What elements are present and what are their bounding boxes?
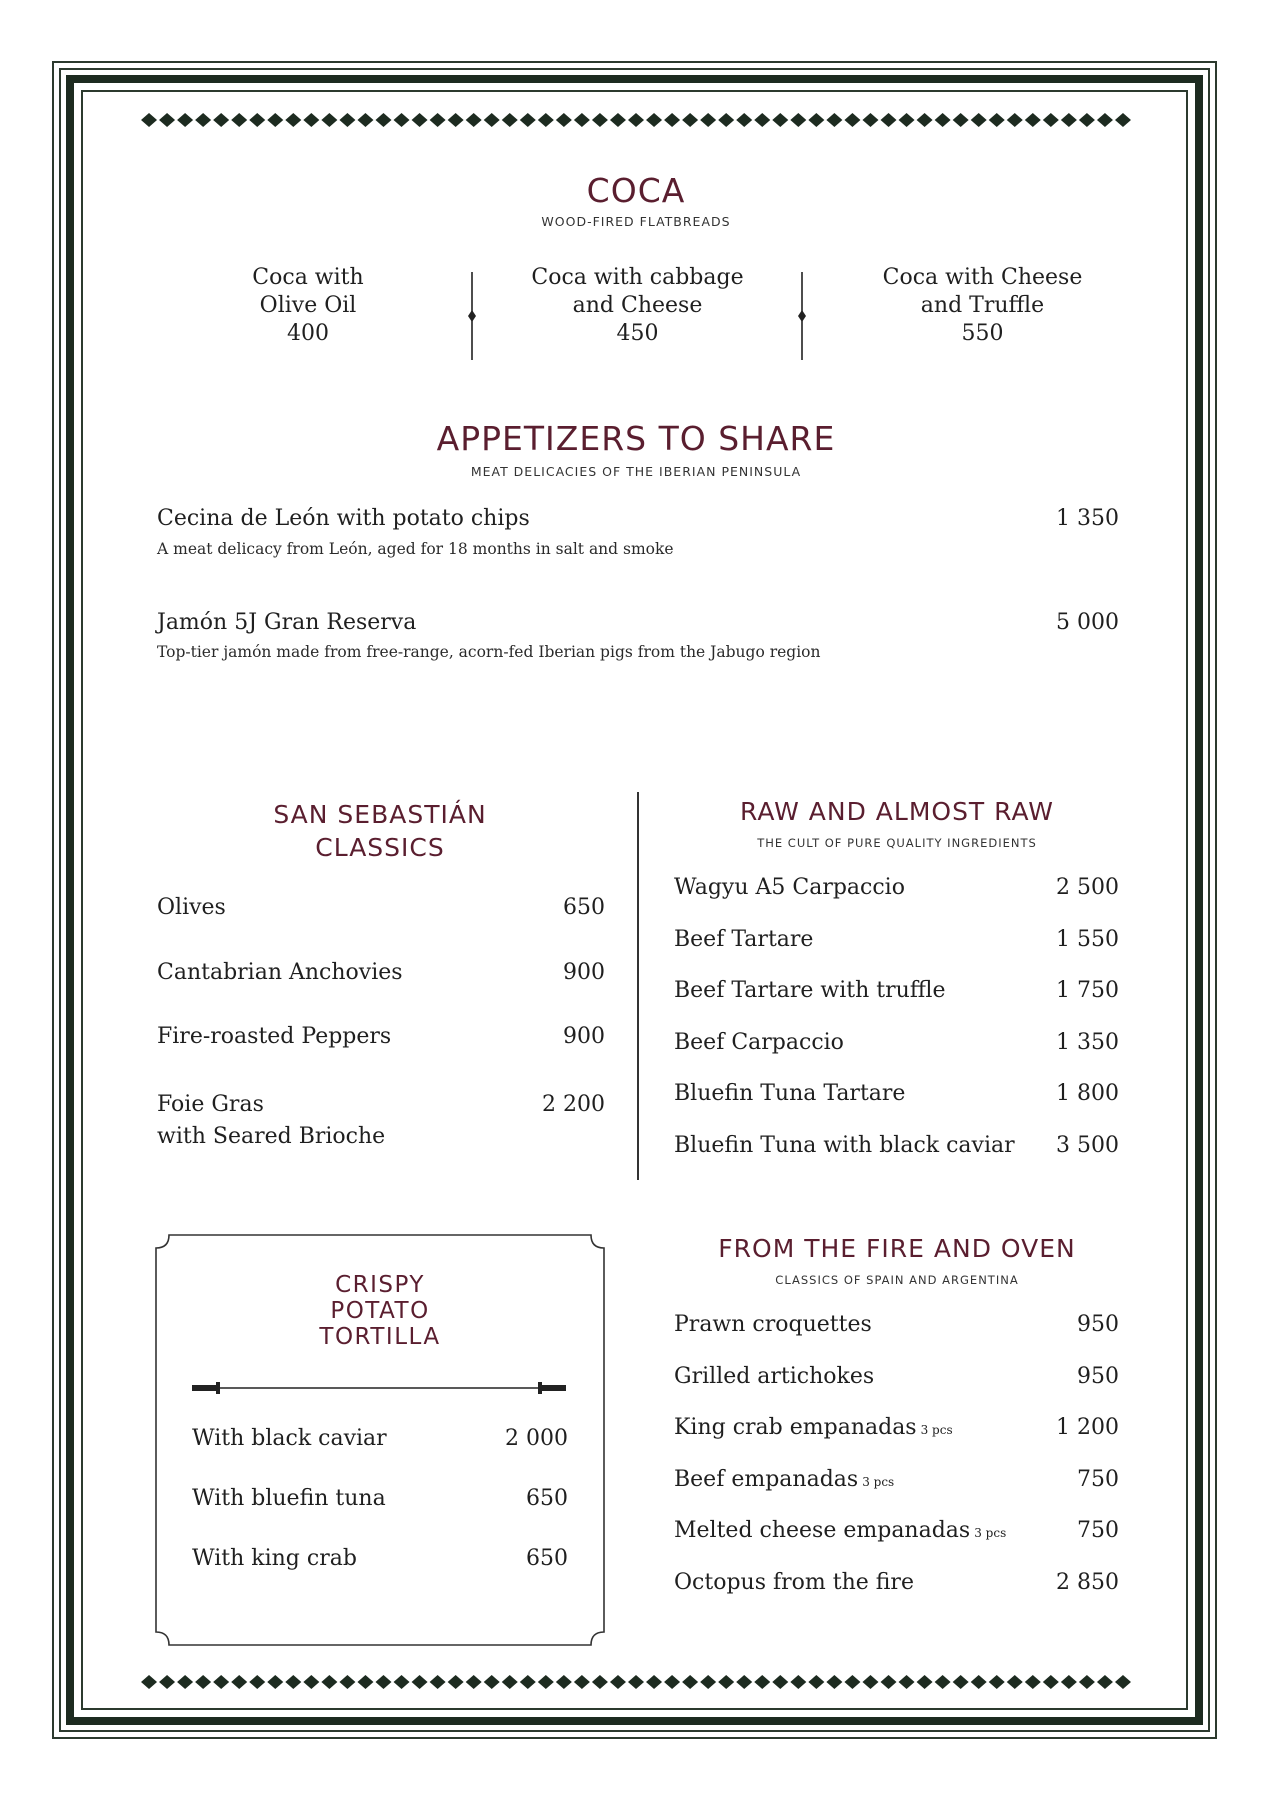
diamond-ornament <box>538 1675 554 1689</box>
item-name: Cecina de León with potato chips <box>157 506 530 531</box>
diamond-ornament <box>610 113 626 127</box>
diamond-ornament <box>646 1675 662 1689</box>
item-price: 2 200 <box>542 1092 605 1117</box>
coca-price: 450 <box>616 321 659 346</box>
item-name: Jamón 5J Gran Reserva <box>157 610 417 635</box>
diamond-ornament <box>754 113 770 127</box>
diamond-ornament <box>159 113 175 127</box>
diamond-ornament <box>339 1675 355 1689</box>
diamond-ornament <box>610 1675 626 1689</box>
diamond-ornament <box>862 113 878 127</box>
diamond-ornament <box>375 1675 391 1689</box>
item-price: 950 <box>1077 1312 1119 1337</box>
diamond-ornament <box>267 113 283 127</box>
item-name: Beef Tartare <box>674 927 814 952</box>
diamond-ornament <box>790 1675 806 1689</box>
diamond-ornament <box>953 113 969 127</box>
item-price: 900 <box>563 960 605 985</box>
diamond-ornament <box>213 1675 229 1689</box>
column-divider <box>637 792 639 1180</box>
diamond-ornament <box>935 113 951 127</box>
diamond-ornament <box>141 113 157 127</box>
item-price: 1 350 <box>1056 1030 1119 1055</box>
menu-item-beef-tartare-truffle <box>674 978 1119 1003</box>
diamond-ornament <box>736 113 752 127</box>
menu-item-wagyu-carpaccio <box>674 875 1119 900</box>
diamond-ornament <box>1079 113 1095 127</box>
diamond-ornament <box>213 113 229 127</box>
diamond-ornament <box>339 113 355 127</box>
raw-title: RAW AND ALMOST RAW <box>740 797 1054 826</box>
item-note: 3 pcs <box>920 1423 953 1437</box>
diamond-ornament <box>1025 113 1041 127</box>
diamond-ornament <box>754 1675 770 1689</box>
item-price: 750 <box>1077 1518 1119 1543</box>
diamond-border-top <box>140 113 1132 127</box>
item-price: 1 800 <box>1056 1081 1119 1106</box>
diamond-ornament <box>664 113 680 127</box>
diamond-ornament <box>394 1675 410 1689</box>
item-name: Fire-roasted Peppers <box>157 1024 392 1049</box>
diamond-ornament <box>1097 113 1113 127</box>
item-description: Top-tier jamón made from free-range, acorn-fed Iberian pigs from the Jabugo region <box>157 643 821 661</box>
item-price: 750 <box>1077 1467 1119 1492</box>
diamond-ornament <box>321 1675 337 1689</box>
item-price: 5 000 <box>1056 610 1119 635</box>
item-price: 2 500 <box>1056 875 1119 900</box>
item-price: 950 <box>1077 1364 1119 1389</box>
item-name: Olives <box>157 895 226 920</box>
diamond-ornament <box>177 113 193 127</box>
item-price: 2 850 <box>1056 1570 1119 1595</box>
diamond-ornament <box>826 113 842 127</box>
coca-item-cheese-truffle: Coca with Cheese and Truffle 550 <box>850 264 1115 348</box>
diamond-ornament <box>736 1675 752 1689</box>
diamond-ornament <box>881 1675 897 1689</box>
diamond-ornament <box>1061 1675 1077 1689</box>
coca-title: COCA <box>586 171 686 210</box>
fire-title: FROM THE FIRE AND OVEN <box>718 1234 1076 1263</box>
diamond-ornament <box>321 113 337 127</box>
coca-item-cabbage-cheese: Coca with cabbage and Cheese 450 <box>505 264 770 348</box>
diamond-ornament <box>1097 1675 1113 1689</box>
diamond-ornament <box>682 113 698 127</box>
diamond-ornament <box>484 113 500 127</box>
tortilla-rule <box>192 1380 566 1396</box>
menu-item-artichokes <box>674 1364 1119 1389</box>
diamond-ornament <box>1007 113 1023 127</box>
item-price: 650 <box>526 1486 568 1511</box>
item-price: 2 000 <box>505 1426 568 1451</box>
diamond-ornament <box>357 1675 373 1689</box>
diamond-ornament <box>141 1675 157 1689</box>
diamond-ornament <box>772 1675 788 1689</box>
san-sebastian-title: SAN SEBASTIÁN CLASSICS <box>273 800 487 862</box>
diamond-ornament <box>448 113 464 127</box>
coca-price: 400 <box>287 321 329 346</box>
diamond-ornament <box>899 113 915 127</box>
diamond-ornament <box>700 1675 716 1689</box>
diamond-ornament <box>917 113 933 127</box>
diamond-ornament <box>394 113 410 127</box>
diamond-ornament <box>267 1675 283 1689</box>
diamond-ornament <box>935 1675 951 1689</box>
diamond-ornament <box>574 113 590 127</box>
diamond-ornament <box>502 113 518 127</box>
diamond-ornament <box>1079 1675 1095 1689</box>
diamond-ornament <box>303 1675 319 1689</box>
item-name: Beef Tartare with truffle <box>674 978 946 1003</box>
item-name: With king crab <box>192 1546 357 1571</box>
diamond-ornament <box>899 1675 915 1689</box>
diamond-ornament <box>844 113 860 127</box>
item-price: 900 <box>563 1024 605 1049</box>
diamond-ornament <box>989 1675 1005 1689</box>
coca-divider <box>467 272 477 360</box>
item-price: 650 <box>526 1546 568 1571</box>
diamond-ornament <box>430 1675 446 1689</box>
diamond-ornament <box>628 113 644 127</box>
diamond-ornament <box>808 113 824 127</box>
diamond-ornament <box>231 1675 247 1689</box>
raw-subtitle: THE CULT OF PURE QUALITY INGREDIENTS <box>757 836 1037 850</box>
coca-subtitle: WOOD-FIRED FLATBREADS <box>541 214 731 229</box>
diamond-ornament <box>285 113 301 127</box>
item-name: With black caviar <box>192 1426 387 1451</box>
coca-divider <box>797 272 807 360</box>
diamond-ornament <box>971 1675 987 1689</box>
menu-item-tortilla-tuna <box>192 1486 568 1511</box>
menu-item-foie-gras <box>157 1089 605 1153</box>
diamond-ornament <box>231 113 247 127</box>
menu-item-beef-empanadas <box>674 1467 1119 1492</box>
diamond-ornament <box>249 113 265 127</box>
item-name: Octopus from the fire <box>674 1570 914 1595</box>
fire-subtitle: CLASSICS OF SPAIN AND ARGENTINA <box>775 1273 1019 1287</box>
item-price: 1 350 <box>1056 506 1119 531</box>
diamond-ornament <box>1115 113 1131 127</box>
diamond-ornament <box>285 1675 301 1689</box>
diamond-ornament <box>718 1675 734 1689</box>
diamond-ornament <box>556 1675 572 1689</box>
diamond-ornament <box>502 1675 518 1689</box>
diamond-ornament <box>1007 1675 1023 1689</box>
diamond-ornament <box>808 1675 824 1689</box>
item-price: 3 500 <box>1056 1133 1119 1158</box>
item-name: Bluefin Tuna Tartare <box>674 1081 906 1106</box>
menu-item-anchovies <box>157 960 605 985</box>
item-name: Grilled artichokes <box>674 1364 875 1389</box>
item-price: 1 550 <box>1056 927 1119 952</box>
menu-item-beef-tartare <box>674 927 1119 952</box>
tortilla-title: CRISPY POTATO TORTILLA <box>319 1272 441 1350</box>
item-price: 650 <box>563 895 605 920</box>
item-note: 3 pcs <box>862 1475 895 1489</box>
diamond-ornament <box>466 113 482 127</box>
diamond-ornament <box>1043 1675 1059 1689</box>
item-description: A meat delicacy from León, aged for 18 months in salt and smoke <box>157 540 674 558</box>
menu-item-cecina <box>157 506 1119 531</box>
item-name: Wagyu A5 Carpaccio <box>674 875 905 900</box>
diamond-ornament <box>862 1675 878 1689</box>
menu-item-cheese-empanadas <box>674 1518 1119 1543</box>
diamond-ornament <box>664 1675 680 1689</box>
diamond-ornament <box>448 1675 464 1689</box>
diamond-ornament <box>718 113 734 127</box>
menu-item-tortilla-caviar <box>192 1426 568 1451</box>
diamond-ornament <box>646 113 662 127</box>
diamond-ornament <box>466 1675 482 1689</box>
appetizers-subtitle: MEAT DELICACIES OF THE IBERIAN PENINSULA <box>470 464 802 479</box>
item-price: 1 750 <box>1056 978 1119 1003</box>
diamond-ornament <box>592 1675 608 1689</box>
item-name: With bluefin tuna <box>192 1486 386 1511</box>
diamond-ornament <box>700 113 716 127</box>
diamond-ornament <box>249 1675 265 1689</box>
coca-price: 550 <box>961 321 1004 346</box>
diamond-ornament <box>484 1675 500 1689</box>
menu-item-beef-carpaccio <box>674 1030 1119 1055</box>
item-price: 1 200 <box>1056 1415 1119 1440</box>
diamond-ornament <box>195 113 211 127</box>
diamond-ornament <box>177 1675 193 1689</box>
diamond-ornament <box>195 1675 211 1689</box>
diamond-ornament <box>538 113 554 127</box>
menu-item-crab-empanadas <box>674 1415 1119 1440</box>
diamond-ornament <box>412 1675 428 1689</box>
diamond-ornament <box>628 1675 644 1689</box>
diamond-ornament <box>574 1675 590 1689</box>
diamond-border-bottom <box>140 1675 1132 1689</box>
menu-item-jamon <box>157 610 1119 635</box>
diamond-ornament <box>953 1675 969 1689</box>
diamond-ornament <box>917 1675 933 1689</box>
diamond-ornament <box>430 113 446 127</box>
diamond-ornament <box>844 1675 860 1689</box>
item-name: Beef Carpaccio <box>674 1030 844 1055</box>
menu-item-tortilla-crab <box>192 1546 568 1571</box>
diamond-ornament <box>303 113 319 127</box>
item-name: King crab empanadas 3 pcs <box>674 1415 953 1440</box>
diamond-ornament <box>159 1675 175 1689</box>
diamond-ornament <box>790 113 806 127</box>
diamond-ornament <box>989 113 1005 127</box>
menu-item-prawn-croquettes <box>674 1312 1119 1337</box>
item-name: Melted cheese empanadas 3 pcs <box>674 1518 1007 1543</box>
diamond-ornament <box>881 113 897 127</box>
item-name: Foie Gras with Seared Brioche <box>157 1092 386 1149</box>
diamond-ornament <box>1025 1675 1041 1689</box>
menu-item-octopus <box>674 1570 1119 1595</box>
menu-item-olives <box>157 895 605 920</box>
item-name: Cantabrian Anchovies <box>157 960 403 985</box>
diamond-ornament <box>1115 1675 1131 1689</box>
diamond-ornament <box>1043 113 1059 127</box>
diamond-ornament <box>1061 113 1077 127</box>
diamond-ornament <box>826 1675 842 1689</box>
diamond-ornament <box>682 1675 698 1689</box>
menu-item-tuna-caviar <box>674 1133 1119 1158</box>
menu-item-tuna-tartare <box>674 1081 1119 1106</box>
diamond-ornament <box>375 113 391 127</box>
menu-item-peppers <box>157 1024 605 1049</box>
item-name: Bluefin Tuna with black caviar <box>674 1133 1015 1158</box>
appetizers-title: APPETIZERS TO SHARE <box>436 419 836 458</box>
diamond-ornament <box>556 113 572 127</box>
diamond-ornament <box>592 113 608 127</box>
item-name: Beef empanadas 3 pcs <box>674 1467 895 1492</box>
diamond-ornament <box>520 1675 536 1689</box>
diamond-ornament <box>772 113 788 127</box>
diamond-ornament <box>971 113 987 127</box>
item-note: 3 pcs <box>974 1526 1007 1540</box>
diamond-ornament <box>412 113 428 127</box>
coca-item-olive-oil: Coca with Olive Oil 400 <box>198 264 418 348</box>
item-name: Prawn croquettes <box>674 1312 872 1337</box>
diamond-ornament <box>520 113 536 127</box>
diamond-ornament <box>357 113 373 127</box>
